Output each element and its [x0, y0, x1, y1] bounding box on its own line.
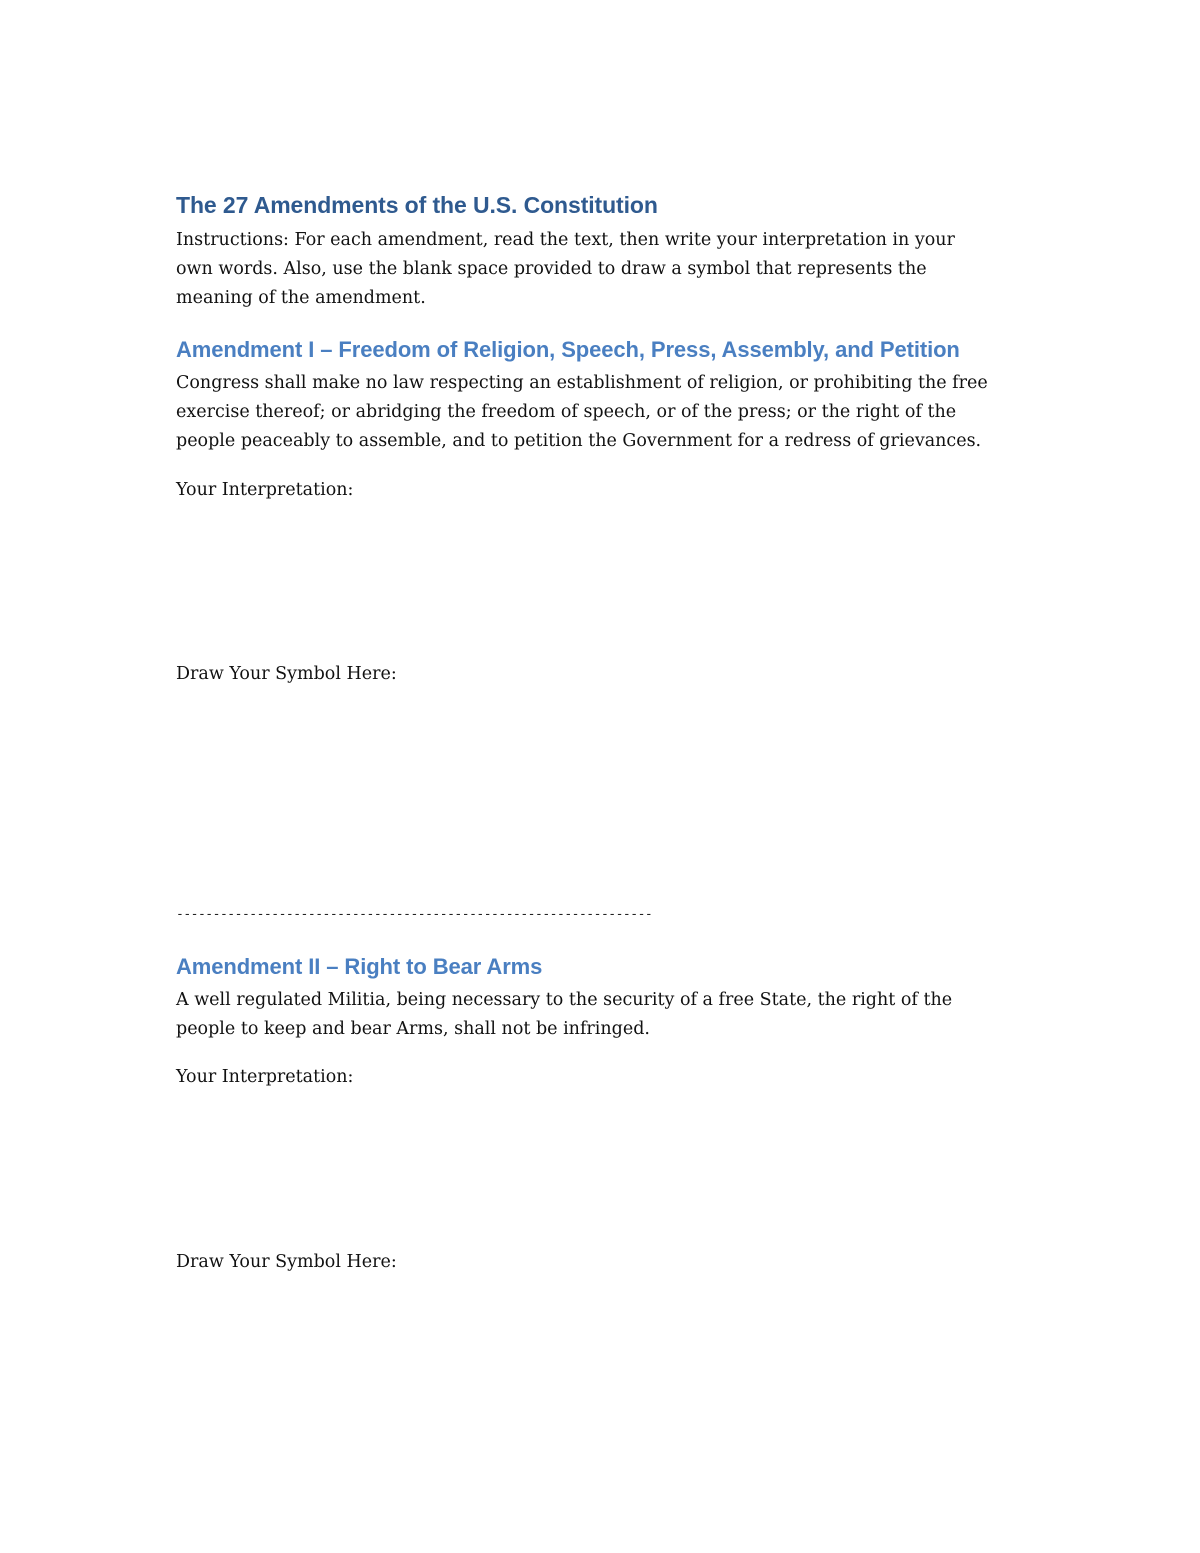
amendment-1-text-line: exercise thereof; or abridging the freedom of speech, or of the press; or the right of the: [176, 402, 957, 422]
instructions-line: Instructions: For each amendment, read the text, then write your interpretation in your: [176, 230, 955, 250]
instructions: [176, 226, 1026, 313]
instructions-line: meaning of the amendment.: [176, 288, 426, 308]
amendment-1-symbol-label: Draw Your Symbol Here:: [176, 664, 397, 684]
amendment-1-text-line: people peaceably to assemble, and to petition the Government for a redress of grievances.: [176, 431, 982, 451]
amendment-2-text-line: people to keep and bear Arms, shall not be infringed.: [176, 1019, 650, 1039]
section-separator: -----------------------------------------------------------------: [176, 907, 653, 922]
amendment-2-interpretation-label: Your Interpretation:: [176, 1067, 354, 1087]
amendment-2-text-line: A well regulated Militia, being necessary to the security of a free State, the right of the: [176, 990, 953, 1010]
amendment-2-text: [176, 986, 1026, 1044]
page-title: The 27 Amendments of the U.S. Constitution: [176, 192, 658, 218]
amendment-2-symbol-label: Draw Your Symbol Here:: [176, 1252, 397, 1272]
amendment-2-heading: Amendment II – Right to Bear Arms: [176, 954, 543, 979]
amendment-1-interpretation-label: Your Interpretation:: [176, 480, 354, 500]
instructions-line: own words. Also, use the blank space provided to draw a symbol that represents the: [176, 259, 927, 279]
amendment-1-heading: Amendment I – Freedom of Religion, Speech, Press, Assembly, and Petition: [176, 337, 960, 362]
amendment-1-text-line: Congress shall make no law respecting an establishment of religion, or prohibiting the free: [176, 373, 988, 393]
amendment-1-text: [176, 369, 1026, 456]
